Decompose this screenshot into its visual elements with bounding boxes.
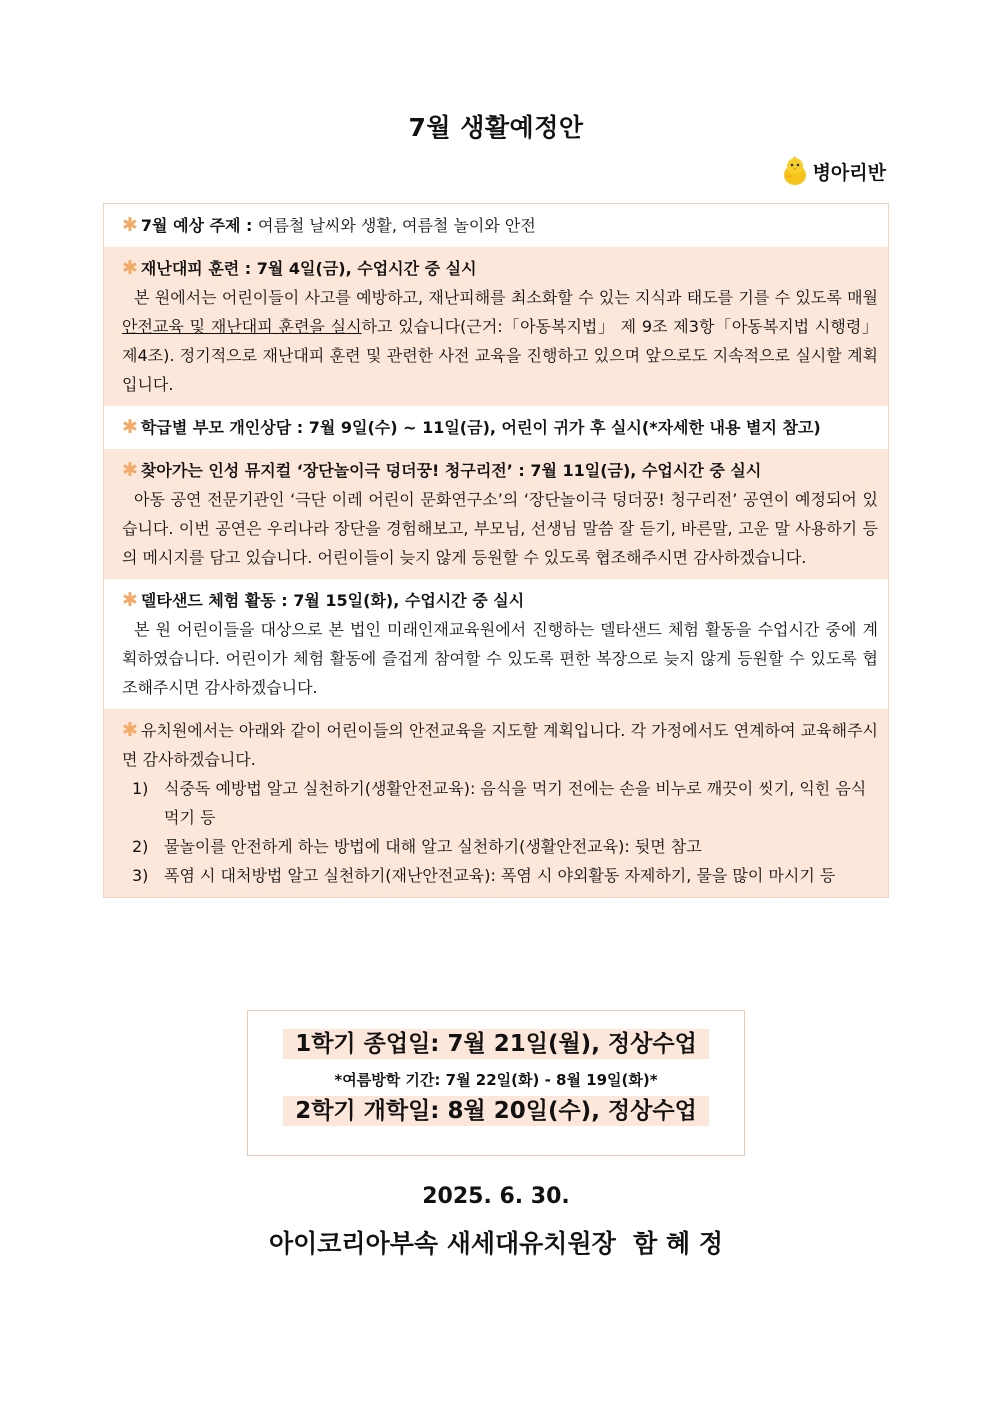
issue-date: 2025. 6. 30. (422, 1184, 570, 1209)
signature: 아이코리아부속 새세대유치원장 함 혜 정 (268, 1229, 724, 1258)
asterisk-star-icon: ✱ (122, 459, 138, 481)
safety-intro: 유치원에서는 아래와 같이 어린이들의 안전교육을 지도할 계획입니다. 각 가정에서도 연계하여 교육해주시면 감사하겠습니다. (122, 721, 878, 769)
list-item-number: 3) (132, 866, 149, 885)
list-item-number: 2) (132, 837, 149, 856)
list-item-text: 식중독 예방법 알고 실천하기(생활안전교육): 음식을 먹기 전에는 손을 비누로 깨끗이 씻기, 익힌 음식 먹기 등 (164, 779, 867, 827)
list-item-number: 1) (132, 779, 149, 798)
drill-body-a: 본 원에서는 어린이들이 사고를 예방하고, 재난피해를 최소화할 수 있는 지식과 태도를 기를 수 있도록 매월 (134, 288, 878, 307)
list-item-text: 폭염 시 대처방법 알고 실천하기(재난안전교육): 폭염 시 야외활동 자제하기, 물을 많이 마시기 등 (164, 866, 836, 885)
musical-section (104, 449, 888, 579)
asterisk-star-icon: ✱ (122, 416, 138, 438)
consult-heading: 학급별 부모 개인상담 : 7월 9일(수) ~ 11일(금), 어린이 귀가 후 실시(*자세한 내용 별지 참고) (140, 418, 821, 437)
vacation-period-line: *여름방학 기간: 7월 22일(화) - 8월 19일(화)* (334, 1071, 658, 1089)
asterisk-star-icon: ✱ (122, 589, 138, 611)
semester-start-line: 2학기 개학일: 8월 20일(수), 정상수업 (283, 1096, 709, 1126)
class-name: 병아리반 (812, 161, 886, 184)
drill-heading: 재난대피 훈련 : 7월 4일(금), 수업시간 중 실시 (140, 259, 477, 278)
semester-notice (247, 1010, 745, 1156)
safety-list (122, 774, 878, 890)
drill-section (104, 247, 888, 406)
deltasand-section (104, 579, 888, 709)
drill-body-underline: 안전교육 및 재난대피 훈련을 실시 (122, 317, 362, 336)
theme-text: 여름철 날씨와 생활, 여름철 놀이와 안전 (258, 216, 536, 235)
list-item (122, 774, 878, 832)
list-item (122, 861, 878, 890)
asterisk-star-icon: ✱ (122, 719, 138, 741)
theme-label: 7월 예상 주제 : (140, 216, 259, 235)
asterisk-star-icon: ✱ (122, 257, 138, 279)
deltasand-heading: 델타샌드 체험 활동 : 7월 15일(화), 수업시간 중 실시 (140, 591, 525, 610)
semester-end-line: 1학기 종업일: 7월 21일(월), 정상수업 (283, 1029, 709, 1059)
list-item-text: 물놀이를 안전하게 하는 방법에 대해 알고 실천하기(생활안전교육): 뒷면 참고 (164, 837, 702, 856)
theme-section (104, 204, 888, 247)
musical-heading: 찾아가는 인성 뮤지컬 ‘장단놀이극 덩더꿍! 청구리전’ : 7월 11일(금), 수업시간 중 실시 (140, 461, 762, 480)
consult-section (104, 406, 888, 449)
list-item (122, 832, 878, 861)
drill-body (122, 283, 878, 399)
asterisk-star-icon: ✱ (122, 214, 138, 236)
drill-body-b: 하고 있습니다(근거:「아동복지법」 제 9조 제3항「아동복지법 시행령」제4조). 정기적으로 재난대피 훈련 및 관련한 사전 교육을 진행하고 있으며 앞으로도 지속적으로 실시할 계획입니다. (122, 317, 878, 394)
page-title: 7월 생활예정안 (408, 113, 584, 142)
deltasand-body: 본 원 어린이들을 대상으로 본 법인 미래인재교육원에서 진행하는 델타샌드 체험 활동을 수업시간 중에 계획하였습니다. 어린이가 체험 활동에 즐겁게 참여할 수 있도록 편한 복장으로 늦지 않게 등원할 수 있도록 협조해주시면 감사하겠습니다. (122, 620, 878, 697)
class-label (781, 156, 886, 186)
schedule-box (103, 203, 889, 898)
chick-icon (781, 156, 809, 186)
safety-section (104, 709, 888, 897)
musical-body: 아동 공연 전문기관인 ‘극단 이레 어린이 문화연구소’의 ‘장단놀이극 덩더꿍! 청구리전’ 공연이 예정되어 있습니다. 이번 공연은 우리나라 장단을 경험해보고, 부모님, 선생님 말씀 잘 듣기, 바른말, 고운 말 사용하기 등의 메시지를 담고 있습니다. 어린이들이 늦지 않게 등원할 수 있도록 협조해주시면 감사하겠습니다. (122, 490, 878, 567)
